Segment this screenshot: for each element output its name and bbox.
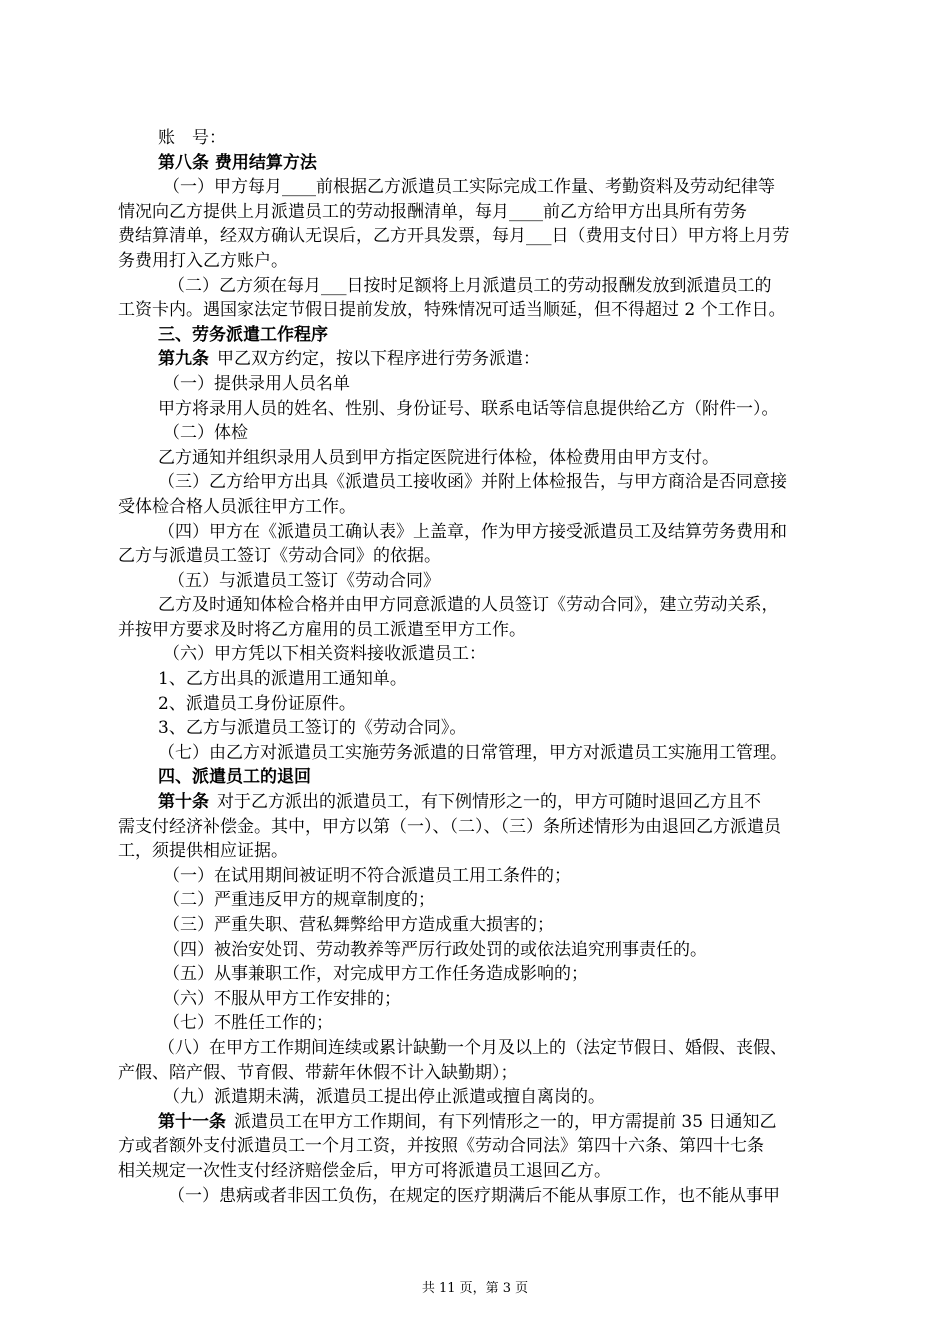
text-line: 甲方将录用人员的姓名、性别、身份证号、联系电话等信息提供给乙方（附件一）。 [158,398,779,419]
article-text: 甲乙双方约定，按以下程序进行劳务派遣： [217,349,540,370]
text-line: 产假、陪产假、节育假、带薪年休假不计入缺勤期）； [118,1062,518,1083]
text-line: 需支付经济补偿金。其中，甲方以第（一）、（二）、（三）条所述情形为由退回乙方派遣员 [118,816,781,837]
text-line: 方或者额外支付派遣员工一个月工资，并按照《劳动合同法》第四十六条、第四十七条 [118,1136,764,1157]
text-line: （七）不胜任工作的； [163,1013,333,1034]
text-line: （八）在甲方工作期间连续或累计缺勤一个月及以上的（法定节假日、婚假、丧假、 [158,1037,787,1058]
text-line: 2、派遣员工身份证原件。 [158,693,356,714]
text-line: （一）甲方每月____前根据乙方派遣员工实际完成工作量、考勤资料及劳动纪律等 [163,177,775,198]
text-line: （一）在试用期间被证明不符合派遣员工用工条件的； [163,865,571,886]
text-line: （五）与派遣员工签订《劳动合同》 [168,570,440,591]
article-number: 第十条 [158,792,209,813]
text-line: 乙方及时通知体检合格并由甲方同意派遣的人员签订《劳动合同》，建立劳动关系， [158,595,779,616]
text-line: 乙方与派遣员工签订《劳动合同》的依据。 [118,546,441,567]
text-line: （三）乙方给甲方出具《派遣员工接收函》并附上体检报告，与甲方商洽是否同意接 [158,472,787,493]
text-line: （二）体检 [163,423,248,444]
text-line: （四）甲方在《派遣员工确认表》上盖章，作为甲方接受派遣员工及结算劳务费用和 [158,521,787,542]
text-line [118,790,840,815]
text-line: （一）患病或者非因工负伤，在规定的医疗期满后不能从事原工作，也不能从事甲 [168,1185,780,1206]
text-line: （一）提供录用人员名单 [163,373,350,394]
text-line: 工，须提供相应证据。 [118,841,288,862]
article-number: 第十一条 [158,1111,226,1132]
text-line: 情况向乙方提供上月派遣员工的劳动报酬清单，每月____前乙方给甲方出具所有劳务 [118,201,747,222]
article-text: 派遣员工在甲方工作期间，有下列情形之一的，甲方需提前 35 日通知乙 [234,1111,777,1132]
section-heading: 三、劳务派遣工作程序 [158,324,328,345]
text-line: 乙方通知并组织录用人员到甲方指定医院进行体检，体检费用由甲方支付。 [158,447,719,468]
text-line: （六）甲方凭以下相关资料接收派遣员工： [163,644,486,665]
text-line: 费结算清单，经双方确认无误后，乙方开具发票，每月___日（费用支付日）甲方将上月劳 [118,226,790,247]
text-line: （二）严重违反甲方的规章制度的； [163,890,435,911]
text-line [118,1110,840,1135]
text-line: （五）从事兼职工作，对完成甲方工作任务造成影响的； [163,964,588,985]
text-line: （二）乙方须在每月___日按时足额将上月派遣员工的劳动报酬发放到派遣员工的 [168,275,772,296]
section-heading: 第八条 费用结算方法 [158,152,317,173]
text-line: （七）由乙方对派遣员工实施劳务派遣的日常管理，甲方对派遣员工实施用工管理。 [158,742,787,763]
text-line: （三）严重失职、营私舞弊给甲方造成重大损害的； [163,915,554,935]
text-line: 工资卡内。遇国家法定节假日提前发放，特殊情况可适当顺延，但不得超过 2 个工作日。 [118,300,786,321]
section-heading: 四、派遣员工的退回 [158,767,311,788]
text-line: 账 号： [158,128,226,148]
article-text: 对于乙方派出的派遣员工，有下例情形之一的，甲方可随时退回乙方且不 [217,792,761,813]
text-line: （四）被治安处罚、劳动教养等严厉行政处罚的或依法追究刑事责任的。 [163,939,707,960]
text-line: 3、乙方与派遣员工签订的《劳动合同》。 [158,718,467,739]
text-line [118,347,840,372]
text-line: （六）不服从甲方工作安排的； [163,988,401,1009]
page-footer: 共 11 页，第 3 页 [421,1281,529,1296]
text-line: （九）派遣期未满，派遣员工提出停止派遣或擅自离岗的。 [163,1087,605,1108]
text-line: 相关规定一次性支付经济赔偿金后，甲方可将派遣员工退回乙方。 [118,1160,611,1181]
text-line: 1、乙方出具的派遣用工通知单。 [158,669,407,690]
text-line: 务费用打入乙方账户。 [118,250,288,271]
text-line: 受体检合格人员派往甲方工作。 [118,496,356,517]
article-number: 第九条 [158,349,209,370]
text-line: 并按甲方要求及时将乙方雇用的员工派遣至甲方工作。 [118,619,526,640]
document-body [118,126,840,1208]
